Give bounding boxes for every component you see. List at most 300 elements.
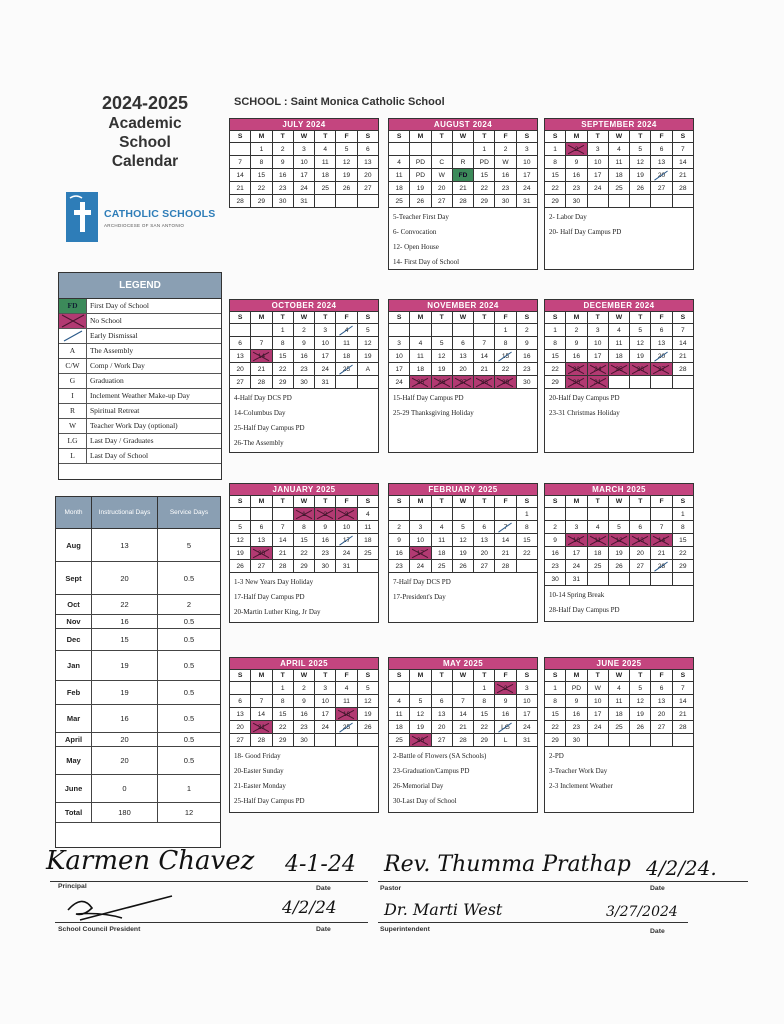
day-cell: 29 [272, 376, 293, 389]
day-cell: 26 [357, 721, 378, 734]
day-of-week: W [293, 312, 314, 324]
day-cell: 7 [672, 682, 693, 695]
day-of-week: S [545, 670, 566, 682]
day-cell: 3 [336, 508, 357, 521]
school-name: SCHOOL : Saint Monica Catholic School [234, 96, 445, 108]
day-cell: 13 [651, 695, 672, 708]
day-cell: 16 [545, 547, 566, 560]
day-cell: 12 [357, 695, 378, 708]
day-cell: 17 [389, 363, 410, 376]
day-cell: 12 [452, 534, 473, 547]
week-row [389, 169, 538, 182]
day-cell: 4 [608, 682, 629, 695]
week-row [389, 560, 538, 573]
day-cell: 17 [315, 708, 336, 721]
week-row [545, 156, 694, 169]
day-cell [357, 560, 378, 573]
day-cell: 5 [630, 324, 651, 337]
day-cell: 16 [315, 534, 336, 547]
day-cell: 4 [587, 521, 608, 534]
day-cell: 6 [230, 695, 251, 708]
day-cell: 5 [230, 521, 251, 534]
day-cell [630, 573, 651, 586]
day-cell: 30 [545, 573, 566, 586]
week-row [230, 195, 379, 208]
day-cell: 5 [608, 521, 629, 534]
day-cell: 2 [566, 324, 587, 337]
day-cell: 30 [272, 195, 293, 208]
day-cell: 2 [389, 521, 410, 534]
day-cell [357, 376, 378, 389]
day-cell: 15 [495, 350, 516, 363]
day-cell: 19 [357, 708, 378, 721]
day-cell: 19 [630, 708, 651, 721]
day-cell: 10 [587, 337, 608, 350]
superintendent-signature-line [378, 922, 688, 923]
day-cell: 21 [495, 547, 516, 560]
day-cell: 11 [357, 521, 378, 534]
day-cell: 18 [389, 182, 410, 195]
day-of-week: S [357, 670, 378, 682]
day-of-week: F [336, 312, 357, 324]
day-cell [630, 734, 651, 747]
day-cell: 28 [672, 721, 693, 734]
day-cell: 7 [251, 695, 272, 708]
day-cell: 9 [495, 695, 516, 708]
day-cell: 14 [452, 708, 473, 721]
days-table-row [56, 803, 220, 823]
legend-code [59, 329, 87, 343]
day-cell: 16 [566, 708, 587, 721]
day-cell: 9 [516, 337, 537, 350]
month-note: 4-Half Day DCS PD [234, 394, 292, 402]
day-cell: 23 [389, 560, 410, 573]
week-row [389, 156, 538, 169]
day-cell: 12 [431, 350, 452, 363]
week-row [389, 143, 538, 156]
day-cell: 8 [251, 156, 272, 169]
day-cell: 24 [336, 547, 357, 560]
day-cell: 26 [336, 182, 357, 195]
day-cell: 26 [608, 560, 629, 573]
days-cell-month: June [56, 775, 92, 802]
day-of-week: T [474, 131, 495, 143]
day-of-week: T [587, 131, 608, 143]
week-row [545, 376, 694, 389]
day-of-week-row [545, 312, 694, 324]
day-of-week: S [516, 312, 537, 324]
day-cell: 25 [336, 363, 357, 376]
month-note: 21-Easter Monday [234, 782, 286, 790]
day-cell: 15 [251, 169, 272, 182]
principal-signature-line [50, 881, 368, 882]
day-cell: 18 [336, 350, 357, 363]
day-cell: 21 [672, 169, 693, 182]
legend-title: LEGEND [59, 273, 221, 299]
day-of-week: S [389, 670, 410, 682]
day-cell: 15 [293, 534, 314, 547]
day-cell: 21 [672, 350, 693, 363]
days-table-row [56, 733, 220, 747]
day-of-week: T [272, 312, 293, 324]
day-cell: 24 [587, 182, 608, 195]
day-cell: 6 [651, 682, 672, 695]
day-cell: 8 [545, 695, 566, 708]
week-row [389, 195, 538, 208]
day-of-week-row [389, 496, 538, 508]
days-cell-instr: 19 [92, 681, 158, 704]
day-cell: 10 [315, 695, 336, 708]
day-of-week: M [566, 670, 587, 682]
week-row [545, 534, 694, 547]
day-cell: 7 [672, 324, 693, 337]
day-cell: 29 [272, 734, 293, 747]
month-note: 14-Columbus Day [234, 409, 286, 417]
no-school-x-icon [60, 314, 86, 328]
days-cell-month: Sept [56, 562, 92, 594]
day-cell: 17 [566, 547, 587, 560]
day-cell: 25 [410, 376, 431, 389]
days-cell-instr: 180 [92, 803, 158, 822]
day-cell: 14 [474, 350, 495, 363]
day-cell: 11 [410, 350, 431, 363]
days-cell-month: Jan [56, 651, 92, 680]
day-cell: 18 [608, 169, 629, 182]
legend-code: G [59, 374, 87, 388]
day-cell: 8 [495, 337, 516, 350]
legend-label: Last Day / Graduates [90, 436, 154, 445]
week-row [230, 143, 379, 156]
week-row [389, 337, 538, 350]
day-cell: 20 [651, 708, 672, 721]
day-cell: 24 [587, 363, 608, 376]
legend-item [59, 344, 221, 359]
day-cell: 15 [516, 534, 537, 547]
day-cell: 24 [293, 182, 314, 195]
day-cell: 28 [251, 376, 272, 389]
day-of-week: M [251, 131, 272, 143]
day-cell [672, 376, 693, 389]
day-cell: 27 [251, 560, 272, 573]
day-cell [495, 508, 516, 521]
day-of-week: F [495, 312, 516, 324]
day-cell: PD [410, 156, 431, 169]
day-cell: 23 [293, 363, 314, 376]
cross-emblem-icon [66, 192, 98, 242]
day-of-week: S [516, 496, 537, 508]
day-cell: 29 [545, 376, 566, 389]
day-cell [315, 734, 336, 747]
day-cell: 23 [566, 363, 587, 376]
day-cell: 12 [357, 337, 378, 350]
day-cell: 22 [545, 182, 566, 195]
day-of-week-row [230, 312, 379, 324]
day-of-week-row [545, 496, 694, 508]
day-cell: 28 [272, 560, 293, 573]
day-cell: 10 [315, 337, 336, 350]
day-cell: 14 [672, 337, 693, 350]
day-cell: 17 [587, 708, 608, 721]
day-cell: 13 [651, 337, 672, 350]
day-cell: 7 [251, 337, 272, 350]
day-cell: 6 [474, 521, 495, 534]
day-cell: 7 [452, 695, 473, 708]
month-notes [544, 389, 694, 453]
day-of-week: F [651, 496, 672, 508]
week-row [389, 508, 538, 521]
day-cell: 24 [566, 560, 587, 573]
month-march-2025 [544, 483, 694, 622]
day-of-week: S [230, 670, 251, 682]
days-cell-instr: 22 [92, 595, 158, 614]
month-april-2025 [229, 657, 379, 813]
day-of-week: S [516, 670, 537, 682]
day-cell: 31 [587, 376, 608, 389]
day-cell [315, 195, 336, 208]
day-of-week: F [651, 670, 672, 682]
week-row [230, 324, 379, 337]
day-cell [651, 508, 672, 521]
day-cell: 6 [357, 143, 378, 156]
week-row [230, 547, 379, 560]
day-of-week: M [566, 131, 587, 143]
day-cell [431, 508, 452, 521]
week-row [545, 560, 694, 573]
week-row [230, 534, 379, 547]
day-of-week: T [587, 312, 608, 324]
council-date: 4/2/24 [282, 898, 337, 918]
day-cell: 5 [357, 324, 378, 337]
day-cell: 24 [516, 721, 537, 734]
day-of-week: W [293, 496, 314, 508]
day-cell: 4 [336, 324, 357, 337]
day-cell: 13 [630, 534, 651, 547]
week-row [230, 682, 379, 695]
day-cell [651, 195, 672, 208]
day-cell: L [495, 734, 516, 747]
day-cell: 6 [630, 521, 651, 534]
day-cell [272, 508, 293, 521]
day-of-week: W [452, 131, 473, 143]
legend-code: I [59, 389, 87, 403]
principal-label: Principal [58, 883, 87, 890]
week-row [389, 734, 538, 747]
day-of-week: W [452, 496, 473, 508]
day-cell: 3 [389, 337, 410, 350]
days-cell-instr: 19 [92, 651, 158, 680]
month-grid [544, 130, 694, 208]
day-cell: 5 [357, 682, 378, 695]
day-cell [431, 324, 452, 337]
days-table-row [56, 681, 220, 705]
month-note: 1-3 New Years Day Holiday [234, 578, 314, 586]
day-of-week: S [230, 131, 251, 143]
day-cell: 5 [452, 521, 473, 534]
day-cell: 12 [630, 156, 651, 169]
days-cell-service: 0.5 [183, 735, 195, 744]
day-cell: 24 [315, 363, 336, 376]
week-row [545, 182, 694, 195]
title-line-1: Academic [108, 115, 182, 132]
day-cell: 3 [587, 143, 608, 156]
day-cell: 1 [672, 508, 693, 521]
day-cell: 28 [251, 734, 272, 747]
day-cell: 21 [651, 547, 672, 560]
month-note: 23-Graduation/Campus PD [393, 767, 470, 775]
day-of-week: M [251, 312, 272, 324]
week-row [230, 560, 379, 573]
day-of-week: M [410, 312, 431, 324]
day-cell: 10 [293, 156, 314, 169]
day-cell: 29 [545, 734, 566, 747]
week-row [545, 337, 694, 350]
day-cell: 1 [251, 143, 272, 156]
day-cell: 6 [251, 521, 272, 534]
day-cell: 12 [630, 337, 651, 350]
day-cell: 9 [566, 695, 587, 708]
day-cell: 26 [431, 376, 452, 389]
day-cell [389, 508, 410, 521]
legend-item [59, 359, 221, 374]
month-note: 20-Easter Sunday [234, 767, 284, 775]
days-cell-service: 0.5 [183, 714, 195, 723]
day-cell: 24 [389, 376, 410, 389]
days-table-header [56, 497, 220, 529]
day-cell: 16 [389, 547, 410, 560]
day-cell: 13 [431, 708, 452, 721]
day-cell: 28 [651, 560, 672, 573]
day-cell: 31 [566, 573, 587, 586]
day-cell: 9 [566, 337, 587, 350]
day-cell: 27 [651, 363, 672, 376]
day-cell: 28 [495, 560, 516, 573]
week-row [389, 521, 538, 534]
day-cell: 29 [672, 560, 693, 573]
days-cell-month: May [56, 747, 92, 774]
day-cell: 21 [251, 721, 272, 734]
days-table-row [56, 595, 220, 615]
day-cell: 19 [630, 350, 651, 363]
day-cell: 4 [357, 508, 378, 521]
day-cell: 2 [293, 324, 314, 337]
day-cell [672, 734, 693, 747]
week-row [545, 721, 694, 734]
week-row [545, 143, 694, 156]
day-cell: 2 [566, 143, 587, 156]
day-cell: 23 [315, 547, 336, 560]
day-cell: 23 [566, 182, 587, 195]
day-cell: 27 [474, 560, 495, 573]
week-row [230, 363, 379, 376]
day-cell [410, 682, 431, 695]
legend-label: Early Dismissal [90, 331, 138, 340]
catholic-schools-logo [66, 192, 226, 244]
day-of-week: F [336, 496, 357, 508]
day-cell: PD [474, 156, 495, 169]
week-row [230, 695, 379, 708]
week-row [545, 324, 694, 337]
month-header: MAY 2025 [388, 657, 538, 669]
day-cell: W [431, 169, 452, 182]
day-cell: 12 [630, 695, 651, 708]
day-cell: 22 [516, 547, 537, 560]
month-note: 26-Memorial Day [393, 782, 444, 790]
month-grid [388, 669, 538, 747]
day-cell: 31 [293, 195, 314, 208]
day-cell: 24 [315, 721, 336, 734]
month-note: 25-29 Thanksgiving Holiday [393, 409, 474, 417]
month-header: JUNE 2025 [544, 657, 694, 669]
day-cell: 1 [545, 143, 566, 156]
day-cell: 28 [672, 363, 693, 376]
legend-code: FD [59, 299, 87, 313]
day-cell: 22 [672, 547, 693, 560]
month-notes [229, 573, 379, 623]
day-cell: PD [410, 169, 431, 182]
month-note: 5-Teacher First Day [393, 213, 449, 221]
day-cell [672, 573, 693, 586]
day-cell [545, 508, 566, 521]
day-cell [630, 195, 651, 208]
days-cell-instr: 16 [92, 615, 158, 628]
legend-item [59, 389, 221, 404]
day-cell: 9 [315, 521, 336, 534]
day-cell: 6 [452, 337, 473, 350]
principal-date-label: Date [316, 885, 331, 892]
day-cell: 3 [315, 682, 336, 695]
day-cell: 16 [566, 350, 587, 363]
legend-item [59, 314, 221, 329]
day-cell: 19 [431, 363, 452, 376]
day-cell: 12 [230, 534, 251, 547]
week-row [230, 508, 379, 521]
days-cell-instr: 13 [92, 529, 158, 561]
day-of-week-row [230, 496, 379, 508]
day-cell [587, 508, 608, 521]
month-grid [229, 130, 379, 208]
day-cell: 29 [545, 195, 566, 208]
days-table [55, 496, 221, 848]
day-cell: 10 [389, 350, 410, 363]
day-cell: 25 [608, 363, 629, 376]
day-cell: 15 [474, 169, 495, 182]
day-cell [608, 195, 629, 208]
week-row [545, 734, 694, 747]
day-cell: 23 [495, 182, 516, 195]
day-of-week: W [608, 312, 629, 324]
day-cell: 27 [452, 376, 473, 389]
month-grid [544, 669, 694, 747]
day-cell: 27 [431, 195, 452, 208]
day-cell [230, 143, 251, 156]
day-cell: 17 [315, 350, 336, 363]
day-cell: 19 [410, 721, 431, 734]
day-cell: 1 [474, 143, 495, 156]
day-cell: 15 [545, 708, 566, 721]
day-cell: 15 [545, 169, 566, 182]
day-cell: 23 [566, 721, 587, 734]
day-cell [672, 195, 693, 208]
legend-label: Comp / Work Day [90, 361, 145, 370]
day-cell: 11 [587, 534, 608, 547]
day-cell: 10 [566, 534, 587, 547]
day-cell: 2 [516, 324, 537, 337]
day-of-week: T [630, 496, 651, 508]
day-cell: 3 [516, 143, 537, 156]
day-of-week: W [293, 131, 314, 143]
day-cell: 30 [566, 376, 587, 389]
day-cell: 15 [272, 350, 293, 363]
